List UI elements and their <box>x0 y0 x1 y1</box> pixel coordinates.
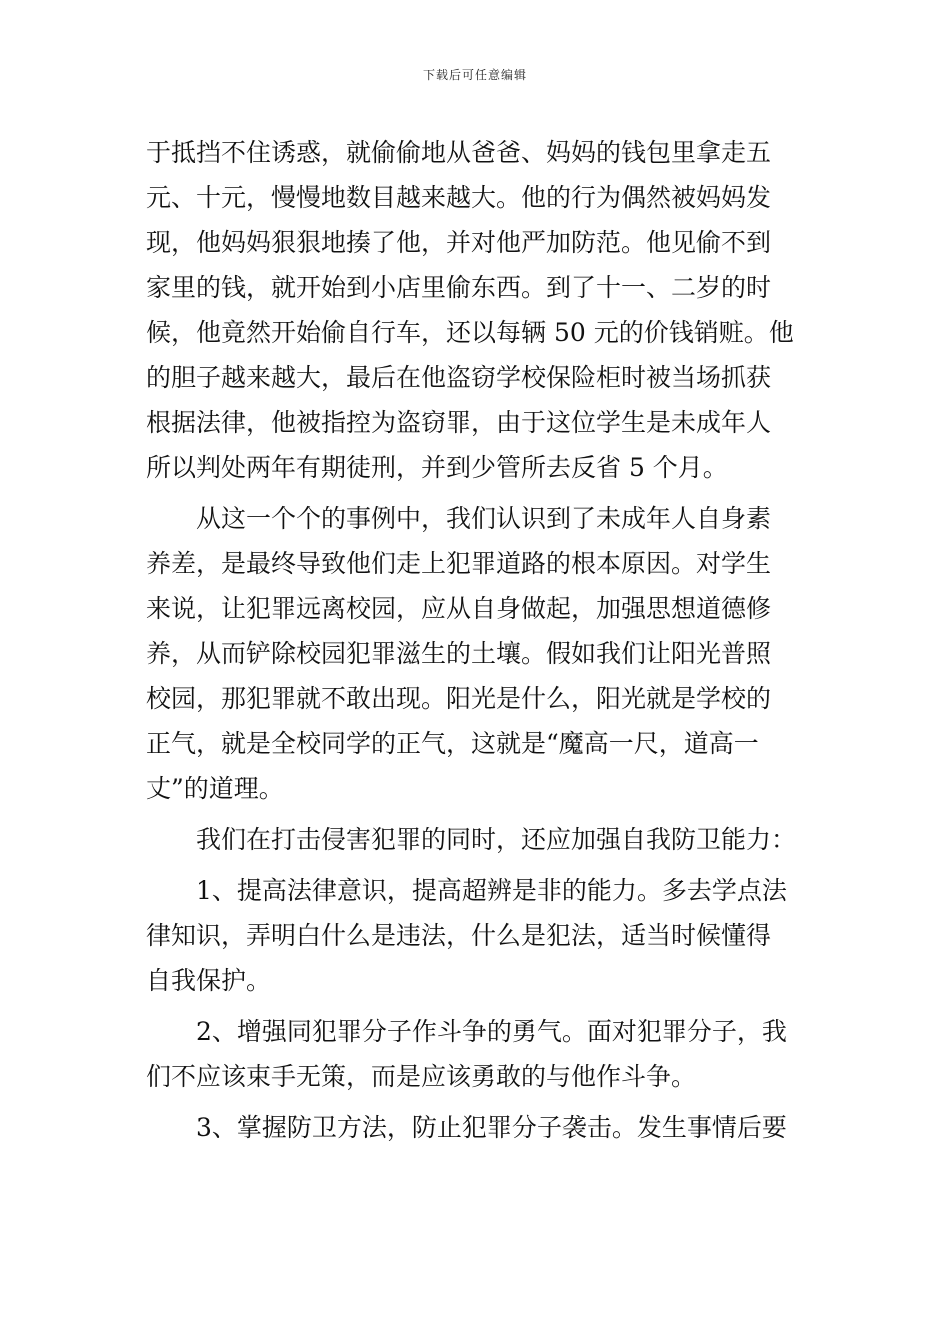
text-line: 来说，让犯罪远离校园，应从自身做起，加强思想道德修 <box>146 594 772 623</box>
text-line: 丈”的道理。 <box>146 774 284 803</box>
text-line: 家里的钱，就开始到小店里偷东西。到了十一、二岁的时 <box>146 273 772 302</box>
text-line: 候，他竟然开始偷自行车，还以每辆 50 元的价钱销赃。他 <box>146 318 794 347</box>
text-line: 的胆子越来越大，最后在他盗窃学校保险柜时被当场抓获 <box>146 363 772 392</box>
text-line: 校园，那犯罪就不敢出现。阳光是什么，阳光就是学校的 <box>146 684 772 713</box>
text-line: 根据法律，他被指控为盗窃罪，由于这位学生是未成年人 <box>146 408 772 437</box>
text-line: 2、增强同犯罪分子作斗争的勇气。面对犯罪分子，我 <box>196 1017 787 1046</box>
page-header: 下载后可任意编辑 <box>422 68 527 82</box>
text-line: 现，他妈妈狠狠地揍了他，并对他严加防范。他见偷不到 <box>146 228 772 257</box>
text-line: 养差，是最终导致他们走上犯罪道路的根本原因。对学生 <box>146 549 772 578</box>
text-line: 正气，就是全校同学的正气，这就是“魔高一尺，道高一 <box>146 729 759 758</box>
text-line: 1、提高法律意识，提高超辨是非的能力。多去学点法 <box>196 876 787 905</box>
text-line: 们不应该束手无策，而是应该勇敢的与他作斗争。 <box>146 1062 697 1091</box>
text-line: 我们在打击侵害犯罪的同时，还应加强自我防卫能力： <box>196 825 797 854</box>
text-line: 从这一个个的事例中，我们认识到了未成年人自身素 <box>196 504 772 533</box>
document-body <box>146 130 810 1150</box>
text-line: 养，从而铲除校园犯罪滋生的土壤。假如我们让阳光普照 <box>146 639 772 668</box>
text-line: 律知识，弄明白什么是违法，什么是犯法，适当时候懂得 <box>146 921 772 950</box>
text-line: 于抵挡不住诱惑，就偷偷地从爸爸、妈妈的钱包里拿走五 <box>146 138 772 167</box>
text-line: 所以判处两年有期徒刑，并到少管所去反省 5 个月。 <box>146 453 728 482</box>
text-line: 元、十元，慢慢地数目越来越大。他的行为偶然被妈妈发 <box>146 183 772 212</box>
text-line: 自我保护。 <box>146 966 272 995</box>
text-line: 3、掌握防卫方法，防止犯罪分子袭击。发生事情后要 <box>196 1113 787 1142</box>
